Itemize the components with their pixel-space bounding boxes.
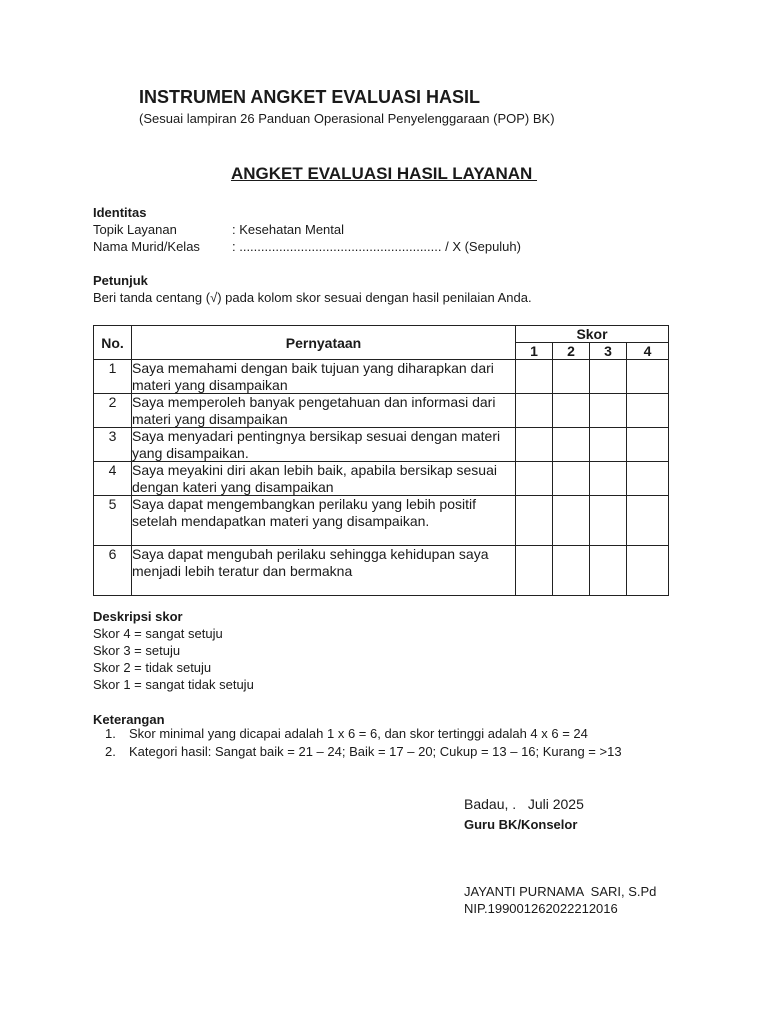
table-row <box>94 462 669 496</box>
score-cell-2[interactable] <box>553 462 590 496</box>
table-row <box>94 360 669 394</box>
score-cell-2[interactable] <box>553 394 590 428</box>
table-row <box>94 496 669 546</box>
signer-name: JAYANTI PURNAMA SARI, S.Pd <box>464 884 657 899</box>
deskripsi-heading: Deskripsi skor <box>93 609 183 624</box>
header-score-4: 4 <box>627 343 669 360</box>
signer-role: Guru BK/Konselor <box>464 817 578 832</box>
row-number: 6 <box>94 546 132 596</box>
score-cell-2[interactable] <box>553 428 590 462</box>
row-number: 2 <box>94 394 132 428</box>
row-statement: Saya menyadari pentingnya bersikap sesuai dengan materi yang disampaikan. <box>132 428 516 462</box>
header-score: Skor <box>516 326 669 343</box>
document-subtitle: (Sesuai lampiran 26 Panduan Operasional Penyelenggaraan (POP) BK) <box>139 111 555 126</box>
score-cell-4[interactable] <box>627 462 669 496</box>
deskripsi-item: Skor 3 = setuju <box>93 643 181 658</box>
score-cell-3[interactable] <box>590 360 627 394</box>
list-text: Kategori hasil: Sangat baik = 21 – 24; Baik = 17 – 20; Cukup = 13 – 16; Kurang = >13 <box>129 744 622 759</box>
score-cell-4[interactable] <box>627 428 669 462</box>
score-cell-1[interactable] <box>516 360 553 394</box>
list-number: 1. <box>105 726 116 741</box>
header-no: No. <box>94 326 132 360</box>
row-number: 4 <box>94 462 132 496</box>
score-cell-1[interactable] <box>516 546 553 596</box>
score-cell-4[interactable] <box>627 546 669 596</box>
table-row <box>94 546 669 596</box>
score-cell-4[interactable] <box>627 496 669 546</box>
petunjuk-heading: Petunjuk <box>93 273 148 288</box>
list-number: 2. <box>105 744 116 759</box>
header-statement: Pernyataan <box>132 326 516 360</box>
place-date: Badau, . Juli 2025 <box>464 796 584 812</box>
document-title: INSTRUMEN ANGKET EVALUASI HASIL <box>139 87 481 107</box>
form-title: ANGKET EVALUASI HASIL LAYANAN <box>230 164 538 183</box>
score-cell-1[interactable] <box>516 394 553 428</box>
score-cell-4[interactable] <box>627 394 669 428</box>
score-cell-2[interactable] <box>553 546 590 596</box>
list-text: Skor minimal yang dicapai adalah 1 x 6 = 6, dan skor tertinggi adalah 4 x 6 = 24 <box>129 726 588 741</box>
score-cell-3[interactable] <box>590 496 627 546</box>
deskripsi-item: Skor 1 = sangat tidak setuju <box>93 677 254 692</box>
score-cell-1[interactable] <box>516 496 553 546</box>
row-statement: Saya dapat mengubah perilaku sehingga kehidupan saya menjadi lebih teratur dan bermakna <box>132 546 516 596</box>
score-cell-3[interactable] <box>590 462 627 496</box>
score-cell-1[interactable] <box>516 462 553 496</box>
row-number: 5 <box>94 496 132 546</box>
signer-nip: NIP.199001262022212016 <box>464 901 618 916</box>
petunjuk-text: Beri tanda centang (√) pada kolom skor sesuai dengan hasil penilaian Anda. <box>93 290 532 305</box>
score-cell-3[interactable] <box>590 546 627 596</box>
score-cell-4[interactable] <box>627 360 669 394</box>
header-score-1: 1 <box>516 343 553 360</box>
row-statement: Saya memperoleh banyak pengetahuan dan informasi dari materi yang disampaikan <box>132 394 516 428</box>
row-statement: Saya meyakini diri akan lebih baik, apabila bersikap sesuai dengan kateri yang disampaikan <box>132 462 516 496</box>
score-cell-3[interactable] <box>590 428 627 462</box>
deskripsi-item: Skor 4 = sangat setuju <box>93 626 223 641</box>
keterangan-list <box>93 726 622 762</box>
row-number: 3 <box>94 428 132 462</box>
list-item <box>93 726 622 744</box>
keterangan-heading: Keterangan <box>93 712 165 727</box>
header-score-2: 2 <box>553 343 590 360</box>
identitas-label-topik: Topik Layanan <box>93 222 177 237</box>
row-statement: Saya memahami dengan baik tujuan yang diharapkan dari materi yang disampaikan <box>132 360 516 394</box>
row-statement: Saya dapat mengembangkan perilaku yang lebih positif setelah mendapatkan materi yang disampaikan. <box>132 496 516 546</box>
list-item <box>93 744 622 762</box>
identitas-value-nama: : ........................................................ / X (Sepuluh) <box>232 239 521 254</box>
score-cell-2[interactable] <box>553 496 590 546</box>
score-cell-1[interactable] <box>516 428 553 462</box>
identitas-value-topik: : Kesehatan Mental <box>232 222 345 237</box>
deskripsi-item: Skor 2 = tidak setuju <box>93 660 212 675</box>
score-table <box>93 325 669 596</box>
identitas-label-nama: Nama Murid/Kelas <box>93 239 200 254</box>
table-row <box>94 428 669 462</box>
score-cell-3[interactable] <box>590 394 627 428</box>
score-cell-2[interactable] <box>553 360 590 394</box>
identitas-heading: Identitas <box>93 205 147 220</box>
table-row <box>94 394 669 428</box>
row-number: 1 <box>94 360 132 394</box>
header-score-3: 3 <box>590 343 627 360</box>
